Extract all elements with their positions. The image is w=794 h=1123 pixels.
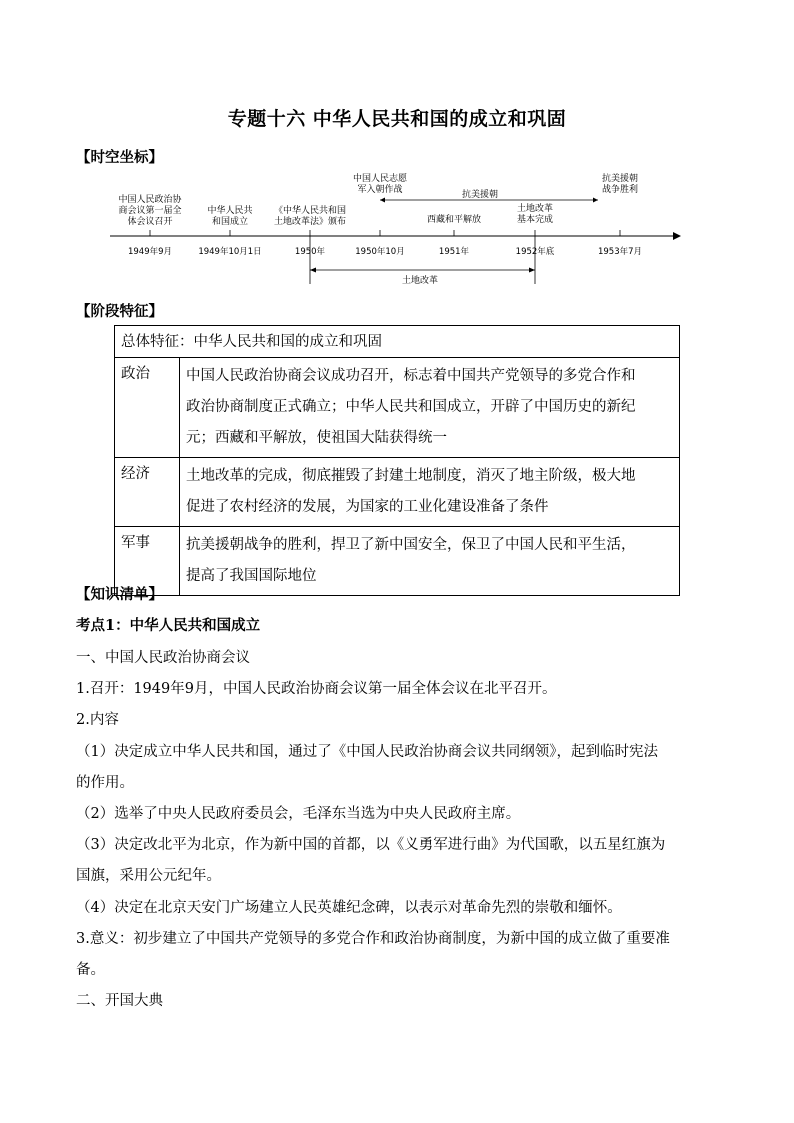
span-label-land-reform: 土地改革 xyxy=(401,276,439,286)
content-3-line1: （3）决定改北平为北京，作为新中国的首都，以《义勇军进行曲》为代国歌，以五星红旗为 xyxy=(76,837,666,853)
table-row-economy xyxy=(115,458,680,527)
category-military: 军事 xyxy=(115,527,180,596)
content-4: （4）决定在北京天安门广场建立人民英雄纪念碑，以表示对革命先烈的崇敬和缅怀。 xyxy=(76,900,622,916)
timeline-event-label: 中国人民政治协 xyxy=(118,195,182,205)
timeline-event-label: 军入朝作战 xyxy=(357,185,403,195)
content-3-line2: 国旗，采用公元纪年。 xyxy=(76,868,221,884)
content-2: （2）选举了中央人民政府委员会，毛泽东当选为中央人民政府主席。 xyxy=(76,806,521,822)
section-heading-spacetime: 【时空坐标】 xyxy=(76,149,163,166)
timeline-date-label: 1949年9月 xyxy=(127,247,173,257)
content-1-line2: 的作用。 xyxy=(76,775,134,791)
timeline-event-label: 土地改革 xyxy=(516,204,554,214)
timeline-event-label: 战争胜利 xyxy=(601,185,639,195)
timeline-event-label: 西藏和平解放 xyxy=(426,215,482,225)
features-table xyxy=(114,325,680,596)
span-label-resist-us-aid-korea: 抗美援朝 xyxy=(461,190,499,200)
item-content-heading: 2.内容 xyxy=(76,712,119,728)
timeline-date-label: 1949年10月1日 xyxy=(198,247,262,257)
description-politics: 中国人民政治协商会议成功召开，标志着中国共产党领导的多党合作和 政治协商制度正式确立；中华人民共和国成立，开辟了中国历史的新纪 元；西藏和平解放，使祖国大陆获得统一 xyxy=(180,358,680,458)
timeline-date-label: 1950年10月 xyxy=(355,247,405,257)
item-convening: 1.召开：1949年9月，中国人民政治协商会议第一届全体会议在北平召开。 xyxy=(76,681,557,697)
table-row-politics xyxy=(115,358,680,458)
subheading-cppcc: 一、中国人民政治协商会议 xyxy=(76,650,250,666)
timeline-event-label: 中华人民共 xyxy=(207,206,253,216)
timeline-event-label: 商会议第一届全 xyxy=(118,206,182,216)
section-heading-features: 【阶段特征】 xyxy=(76,303,163,320)
description-economy: 土地改革的完成，彻底摧毁了封建土地制度，消灭了地主阶级，极大地 促进了农村经济的发展，为国家的工业化建设准备了条件 xyxy=(180,458,680,527)
timeline-diagram xyxy=(110,170,700,290)
overall-feature-cell: 总体特征：中华人民共和国的成立和巩固 xyxy=(115,326,680,358)
timeline-date-label: 1952年底 xyxy=(515,247,555,257)
content-1-line1: （1）决定成立中华人民共和国，通过了《中国人民政治协商会议共同纲领》，起到临时宪法 xyxy=(76,744,658,760)
timeline-event-label: 中国人民志愿 xyxy=(352,174,408,184)
description-military: 抗美援朝战争的胜利，捍卫了新中国安全，保卫了中国人民和平生活， 提高了我国国际地位 xyxy=(180,527,680,596)
timeline-event-label: 土地改革法》颁布 xyxy=(273,217,347,227)
timeline-date-label: 1950年 xyxy=(294,247,326,257)
timeline-event-label: 体会议召开 xyxy=(127,217,173,227)
category-politics: 政治 xyxy=(115,358,180,458)
table-row-military xyxy=(115,527,680,596)
significance-line2: 备。 xyxy=(76,962,105,978)
timeline-event-label: 和国成立 xyxy=(211,217,249,227)
timeline-date-label: 1953年7月 xyxy=(597,247,643,257)
timeline-event-label: 《中华人民共和国 xyxy=(273,206,347,216)
section-heading-knowledge: 【知识清单】 xyxy=(76,586,163,603)
timeline-date-label: 1951年 xyxy=(438,247,470,257)
page-title: 专题十六 中华人民共和国的成立和巩固 xyxy=(227,108,567,130)
timeline-event-label: 基本完成 xyxy=(516,215,554,225)
category-economy: 经济 xyxy=(115,458,180,527)
significance-line1: 3.意义：初步建立了中国共产党领导的多党合作和政治协商制度，为新中国的成立做了重要准 xyxy=(76,931,670,947)
subheading-founding-ceremony: 二、开国大典 xyxy=(76,993,163,1009)
timeline-event-label: 抗美援朝 xyxy=(601,174,639,184)
point-heading: 考点1：中华人民共和国成立 xyxy=(76,617,261,634)
